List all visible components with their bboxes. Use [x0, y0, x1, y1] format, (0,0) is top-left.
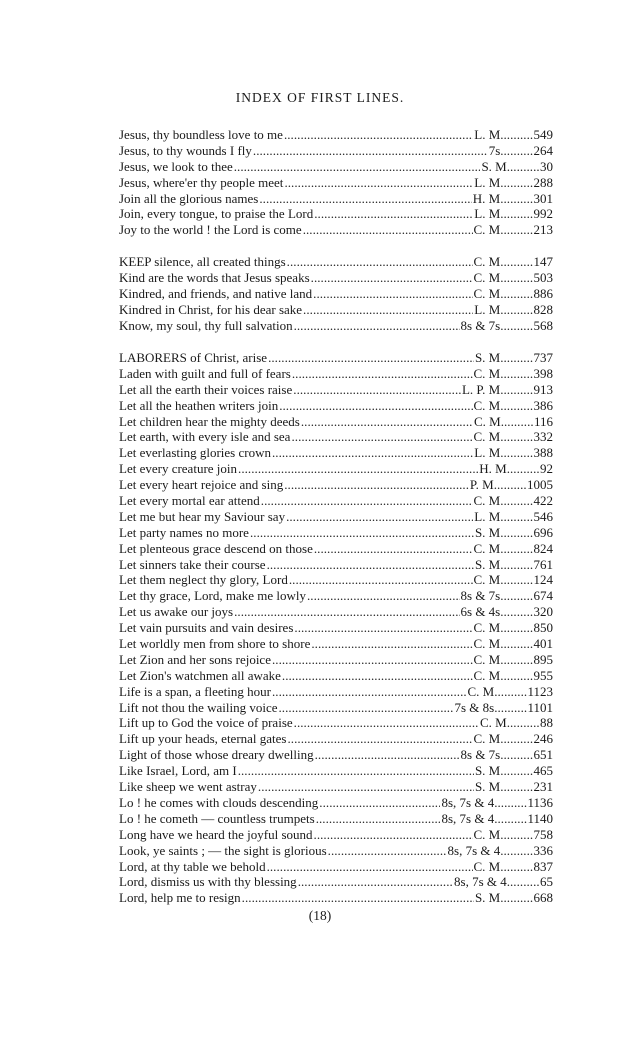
first-line-text: Lift up to God the voice of praise: [119, 715, 293, 731]
meter-label: 8s, 7s & 4.: [447, 842, 504, 858]
meter-label: C. M.: [480, 715, 510, 731]
dot-leader: [303, 302, 473, 318]
hymn-number: 568: [533, 317, 553, 333]
meter-label: C. M.: [473, 572, 504, 588]
dot-leader: [294, 620, 472, 636]
dot-leader: [497, 811, 527, 827]
dot-leader: [279, 700, 454, 716]
index-entry: [119, 827, 553, 843]
dot-leader: [272, 445, 473, 461]
hymn-number: 895: [533, 651, 553, 667]
meter-label: S. M.: [474, 524, 504, 540]
meter-label: L. P. M.: [461, 381, 504, 397]
meter-label: C. M.: [473, 413, 504, 429]
dot-leader: [284, 477, 469, 493]
dot-leader: [234, 159, 481, 175]
dot-leader: [504, 731, 534, 747]
first-line-text: Join all the glorious names: [119, 190, 259, 206]
first-line-text: LABORERS of Christ, arise: [119, 350, 268, 365]
dot-leader: [504, 572, 534, 588]
dot-leader: [504, 222, 534, 238]
dot-leader: [504, 493, 534, 509]
meter-label: C. M.: [473, 667, 504, 683]
hymn-number: 288: [533, 174, 553, 190]
index-entry: [119, 254, 553, 270]
first-line-text: Life is a span, a fleeting hour: [119, 683, 271, 699]
meter-label: H. M.: [479, 461, 510, 477]
hymn-number: 837: [533, 858, 553, 874]
dot-leader: [504, 270, 534, 286]
dot-leader: [268, 350, 474, 366]
meter-label: C. M.: [473, 858, 504, 874]
dot-leader: [497, 700, 527, 716]
hymn-number: 761: [533, 556, 553, 572]
dot-leader: [253, 143, 488, 159]
hymn-number: 696: [533, 524, 553, 540]
dot-leader: [504, 668, 534, 684]
dot-leader: [504, 747, 534, 763]
hymn-number: 758: [533, 826, 553, 842]
dot-leader: [504, 604, 534, 620]
dot-leader: [272, 684, 467, 700]
first-line-text: Lift not thou the wailing voice: [119, 699, 278, 715]
index-entry: [119, 652, 553, 668]
index-entry: [119, 509, 553, 525]
dot-leader: [504, 191, 534, 207]
index-entry: [119, 270, 553, 286]
index-entry: [119, 143, 553, 159]
dot-leader: [328, 843, 447, 859]
dot-leader: [504, 859, 534, 875]
index-entry: [119, 557, 553, 573]
dot-leader: [289, 572, 473, 588]
meter-label: L. M.: [474, 174, 504, 190]
first-line-text: Like sheep we went astray: [119, 779, 257, 795]
dot-leader: [292, 366, 473, 382]
hymn-number: 422: [533, 493, 553, 509]
hymn-number: 1101: [527, 699, 553, 715]
first-line-text: Kind are the words that Jesus speaks: [119, 269, 310, 285]
hymn-number: 264: [533, 142, 553, 158]
index-entry: [119, 222, 553, 238]
hymn-number: 824: [533, 540, 553, 556]
first-line-text: Look, ye saints ; — the sight is glorious: [119, 842, 327, 858]
dot-leader: [504, 509, 534, 525]
first-line-text: Let everlasting glories crown: [119, 445, 271, 461]
index-entry: [119, 286, 553, 302]
first-line-text: Let them neglect thy glory, Lord: [119, 572, 288, 588]
dot-leader: [286, 509, 473, 525]
index-entry: [119, 414, 553, 430]
first-line-text: Jesus, we look to thee: [119, 158, 233, 174]
first-line-text: Let worldly men from shore to shore: [119, 636, 311, 652]
first-line-text: Let Zion's watchmen all awake: [119, 667, 281, 683]
meter-label: S. M.: [474, 556, 504, 572]
first-line-text: Let every mortal ear attend: [119, 493, 260, 509]
dot-leader: [314, 827, 473, 843]
dot-leader: [497, 477, 527, 493]
index-entry: [119, 477, 553, 493]
index-entry: [119, 429, 553, 445]
dot-leader: [316, 811, 441, 827]
first-line-text: Jesus, to thy wounds I fly: [119, 142, 252, 158]
dot-leader: [504, 429, 534, 445]
index-entry: [119, 874, 553, 890]
hymn-number: 88: [540, 715, 553, 731]
dot-leader: [234, 604, 459, 620]
index-entry: [119, 541, 553, 557]
hymn-number: 92: [540, 461, 553, 477]
hymn-number: 828: [533, 301, 553, 317]
dot-leader: [504, 557, 534, 573]
first-line-text: Lift up your heads, eternal gates: [119, 731, 287, 747]
meter-label: 8s & 7s.: [460, 588, 504, 604]
dot-leader: [315, 747, 460, 763]
hymn-number: 546: [533, 508, 553, 524]
dot-leader: [314, 206, 473, 222]
meter-label: C. M.: [473, 540, 504, 556]
meter-label: S. M.: [474, 350, 504, 365]
index-entry: [119, 700, 553, 716]
meter-label: C. M.: [473, 620, 504, 636]
index-entry: [119, 588, 553, 604]
dot-leader: [504, 588, 534, 604]
dot-leader: [311, 270, 473, 286]
index-entry: [119, 620, 553, 636]
dot-leader: [279, 398, 472, 414]
page-number: (18): [308, 908, 332, 923]
first-line-text: Jesus, where'er thy people meet: [119, 174, 284, 190]
dot-leader: [504, 636, 534, 652]
hymn-number: 320: [533, 604, 553, 620]
dot-leader: [504, 143, 534, 159]
index-entry: [119, 747, 553, 763]
hymn-number: 668: [533, 890, 553, 906]
meter-label: L. M.: [474, 508, 504, 524]
hymn-number: 1136: [527, 794, 553, 810]
dot-leader: [301, 414, 473, 430]
index-entry: [119, 398, 553, 414]
dot-leader: [293, 382, 461, 398]
index-entry: [119, 715, 553, 731]
first-line-text: Kindred, and friends, and native land: [119, 285, 313, 301]
dot-leader: [504, 302, 534, 318]
meter-label: S. M.: [481, 158, 510, 174]
index-entry: [119, 318, 553, 334]
dot-leader: [238, 461, 478, 477]
index-entry: [119, 382, 553, 398]
meter-label: C. M.: [473, 493, 504, 509]
dot-leader: [504, 414, 534, 430]
index-entry: [119, 302, 553, 318]
dot-leader: [238, 763, 474, 779]
hymn-number: 116: [533, 413, 553, 429]
dot-leader: [504, 350, 534, 366]
hymn-number: 301: [533, 190, 553, 206]
hymn-number: 549: [533, 127, 553, 142]
hymn-number: 1123: [527, 683, 553, 699]
meter-label: L. M.: [474, 127, 504, 142]
first-line-text: Let party names no more: [119, 524, 249, 540]
dot-leader: [288, 731, 473, 747]
dot-leader: [314, 541, 473, 557]
index-entry: [119, 572, 553, 588]
index-entry: [119, 779, 553, 795]
meter-label: C. M.: [473, 429, 504, 445]
dot-leader: [242, 890, 474, 906]
first-line-text: Long have we heard the joyful sound: [119, 826, 313, 842]
index-entry: [119, 859, 553, 875]
first-line-text: Lord, at thy table we behold: [119, 858, 266, 874]
index-entry: [119, 890, 553, 906]
first-line-text: Light of those whose dreary dwelling: [119, 747, 314, 763]
meter-label: 8s, 7s & 4.: [454, 874, 510, 890]
first-line-text: Lord, dismiss us with thy blessing: [119, 874, 297, 890]
dot-leader: [504, 827, 534, 843]
index-entry: [119, 445, 553, 461]
dot-leader: [504, 366, 534, 382]
hymn-number: 886: [533, 285, 553, 301]
index-entry: [119, 684, 553, 700]
hymn-number: 503: [533, 269, 553, 285]
meter-label: C. M.: [467, 683, 498, 699]
meter-label: C. M.: [473, 651, 504, 667]
meter-label: C. M.: [473, 826, 504, 842]
index-entry: [119, 525, 553, 541]
dot-leader: [313, 286, 472, 302]
hymn-number: 386: [533, 397, 553, 413]
dot-leader: [250, 525, 474, 541]
index-entry: [119, 795, 553, 811]
first-line-text: Like Israel, Lord, am I: [119, 763, 237, 779]
hymn-number: 398: [533, 365, 553, 381]
hymn-number: 955: [533, 667, 553, 683]
dot-leader: [319, 795, 440, 811]
hymn-number: 124: [533, 572, 553, 588]
dot-leader: [307, 588, 460, 604]
meter-label: 7s.: [488, 142, 504, 158]
hymn-number: 388: [533, 445, 553, 461]
meter-label: C. M.: [473, 269, 504, 285]
dot-leader: [504, 175, 534, 191]
dot-leader: [504, 445, 534, 461]
first-line-text: Let me but hear my Saviour say: [119, 508, 286, 524]
first-line-text: Join, every tongue, to praise the Lord: [119, 206, 314, 222]
dot-leader: [284, 127, 473, 143]
first-line-text: Laden with guilt and full of fears: [119, 365, 291, 381]
meter-label: P. M.: [469, 477, 497, 493]
dot-leader: [510, 874, 540, 890]
first-line-text: KEEP silence, all created things: [119, 254, 286, 269]
first-line-text: Let vain pursuits and vain desires: [119, 620, 294, 636]
meter-label: C. M.: [473, 731, 504, 747]
first-line-text: Let Zion and her sons rejoice: [119, 651, 271, 667]
hymn-number: 1140: [527, 810, 553, 826]
dot-leader: [284, 175, 473, 191]
dot-leader: [259, 191, 471, 207]
index-entry: [119, 191, 553, 207]
meter-label: L. M.: [474, 301, 504, 317]
index-group-k: [119, 254, 553, 333]
index-entry: [119, 668, 553, 684]
hymn-number: 336: [533, 842, 553, 858]
hymn-number: 992: [533, 206, 553, 222]
first-line-text: Let every heart rejoice and sing: [119, 477, 284, 493]
hymn-number: 332: [533, 429, 553, 445]
first-line-text: Let all the heathen writers join: [119, 397, 279, 413]
meter-label: C. M.: [473, 285, 504, 301]
dot-leader: [504, 382, 534, 398]
meter-label: C. M.: [473, 365, 504, 381]
meter-label: 6s & 4s.: [460, 604, 504, 620]
meter-label: C. M.: [473, 636, 504, 652]
dot-leader: [261, 493, 473, 509]
index-entry: [119, 763, 553, 779]
dot-leader: [504, 254, 534, 270]
hymn-number: 674: [533, 588, 553, 604]
dot-leader: [267, 557, 474, 573]
dot-leader: [504, 398, 534, 414]
first-line-text: Let every creature join: [119, 461, 238, 477]
dot-leader: [504, 620, 534, 636]
dot-leader: [504, 206, 534, 222]
hymn-number: 231: [533, 779, 553, 795]
first-line-text: Let earth, with every isle and sea: [119, 429, 291, 445]
meter-label: C. M.: [473, 397, 504, 413]
index-entry: [119, 731, 553, 747]
dot-leader: [504, 763, 534, 779]
dot-leader: [504, 843, 534, 859]
dot-leader: [282, 668, 473, 684]
first-line-text: Let plenteous grace descend on those: [119, 540, 313, 556]
dot-leader: [267, 859, 473, 875]
first-line-text: Let all the earth their voices raise: [119, 381, 293, 397]
dot-leader: [294, 715, 479, 731]
meter-label: C. M.: [473, 222, 504, 238]
meter-label: S. M.: [474, 890, 504, 906]
dot-leader: [291, 429, 472, 445]
dot-leader: [510, 159, 540, 175]
index-entry: [119, 175, 553, 191]
dot-leader: [510, 715, 540, 731]
dot-leader: [497, 795, 527, 811]
meter-label: C. M.: [473, 254, 504, 269]
hymn-number: 30: [540, 158, 553, 174]
hymn-number: 1005: [527, 477, 553, 493]
dot-leader: [510, 461, 540, 477]
dot-leader: [504, 890, 534, 906]
dot-leader: [504, 541, 534, 557]
hymn-number: 147: [533, 254, 553, 269]
meter-label: L. M.: [474, 445, 504, 461]
hymn-number: 65: [540, 874, 553, 890]
index-entry: [119, 206, 553, 222]
dot-leader: [504, 318, 534, 334]
meter-label: 8s, 7s & 4.: [441, 810, 498, 826]
first-line-text: Lord, help me to resign: [119, 890, 241, 906]
meter-label: S. M.: [474, 779, 504, 795]
first-line-text: Let sinners take their course: [119, 556, 266, 572]
dot-leader: [311, 636, 472, 652]
hymn-number: 465: [533, 763, 553, 779]
meter-label: 8s & 7s.: [460, 747, 504, 763]
dot-leader: [504, 127, 534, 143]
hymn-number: 213: [533, 222, 553, 238]
page-title: INDEX OF FIRST LINES.: [235, 90, 405, 105]
dot-leader: [504, 779, 534, 795]
meter-label: S. M.: [474, 763, 504, 779]
first-line-text: Joy to the world ! the Lord is come: [119, 222, 302, 238]
hymn-number: 651: [533, 747, 553, 763]
first-line-text: Jesus, thy boundless love to me: [119, 127, 283, 142]
index-entry: [119, 636, 553, 652]
dot-leader: [504, 525, 534, 541]
meter-label: L. M.: [474, 206, 504, 222]
dot-leader: [294, 318, 460, 334]
first-line-text: Let thy grace, Lord, make me lowly: [119, 588, 306, 604]
hymn-number: 246: [533, 731, 553, 747]
index-group-j: [119, 127, 553, 238]
index-entry: [119, 843, 553, 859]
hymn-number: 737: [533, 350, 553, 365]
index-entry: [119, 604, 553, 620]
dot-leader: [258, 779, 474, 795]
hymn-number: 401: [533, 636, 553, 652]
dot-leader: [504, 286, 534, 302]
first-line-text: Let us awake our joys: [119, 604, 234, 620]
dot-leader: [303, 222, 473, 238]
index-entry: [119, 159, 553, 175]
dot-leader: [298, 874, 453, 890]
first-line-text: Kindred in Christ, for his dear sake: [119, 301, 303, 317]
meter-label: 8s, 7s & 4.: [441, 794, 498, 810]
meter-label: 8s & 7s.: [460, 317, 504, 333]
dot-leader: [504, 652, 534, 668]
index-entry: [119, 350, 553, 366]
hymn-number: 850: [533, 620, 553, 636]
index-entry: [119, 493, 553, 509]
index-entry: [119, 127, 553, 143]
index-entry: [119, 811, 553, 827]
dot-leader: [287, 254, 473, 270]
first-line-text: Let children hear the mighty deeds: [119, 413, 300, 429]
meter-label: H. M.: [472, 190, 504, 206]
index-group-l: [119, 350, 553, 906]
hymn-number: 913: [533, 381, 553, 397]
first-line-text: Know, my soul, thy full salvation: [119, 317, 293, 333]
meter-label: 7s & 8s.: [454, 699, 498, 715]
dot-leader: [272, 652, 473, 668]
first-line-text: Lo ! he cometh — countless trumpets: [119, 810, 315, 826]
dot-leader: [497, 684, 527, 700]
index-entry: [119, 366, 553, 382]
first-line-text: Lo ! he comes with clouds descending: [119, 794, 319, 810]
index-entry: [119, 461, 553, 477]
